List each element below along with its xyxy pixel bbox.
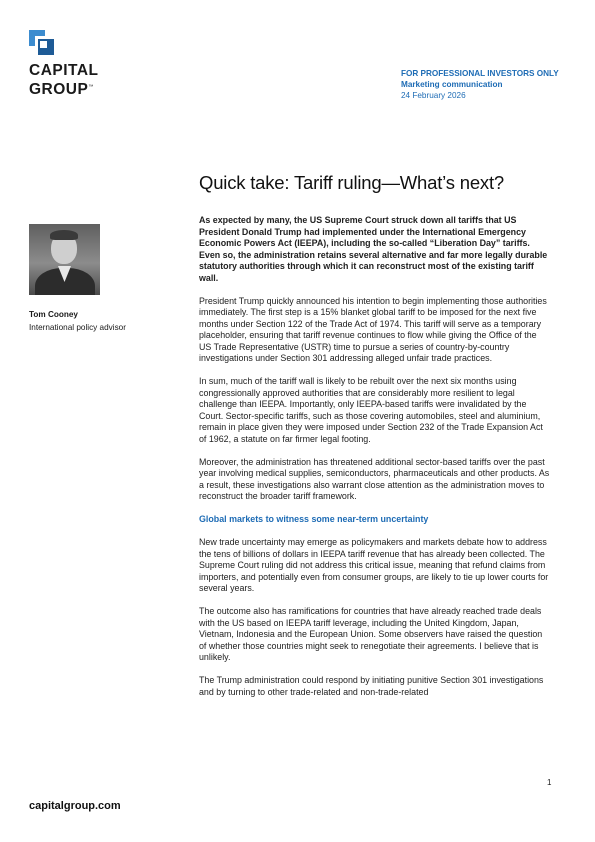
capital-group-logo <box>29 30 99 98</box>
brand-line2-row <box>29 79 99 98</box>
page-title: Quick take: Tariff ruling—What’s next? <box>199 172 504 193</box>
lead-paragraph: As expected by many, the US Supreme Court struck down all tariffs that US President Donald Trump had implemented under the International Emergency Economic Powers Act (IEEPA), including the so-called “Liberation Day” tariffs. Even so, the administration retains several alternative and far more legally durable statutory authorities through which it can reconstruct most of the existing tariff wall. <box>199 215 548 283</box>
paragraph-1: President Trump quickly announced his intention to begin implementing those authorities immediately. The first step is a 15% blanket global tariff to be imposed for the next five months under Section 122 of the Trade Act of 1974. This tariff will serve as a temporary placeholder, ensuring that tariff revenue continues to flow while giving the Office of the US Trade Representative (USTR) time to pursue a series of country-by-country investigations under Section 301 addressing alleged unfair trade practices. <box>199 295 547 363</box>
audience-tag: FOR PROFESSIONAL INVESTORS ONLY <box>401 69 559 78</box>
author-name: Tom Cooney <box>29 310 78 319</box>
document-meta <box>401 68 559 101</box>
document-category: Marketing communication <box>401 80 503 89</box>
author-photo <box>29 224 100 295</box>
trademark: ™ <box>88 84 94 90</box>
brand-line1: CAPITAL <box>29 62 99 79</box>
author-block <box>29 309 139 334</box>
article-body <box>199 215 551 710</box>
author-role: International policy advisor <box>29 322 126 332</box>
paragraph-6: The Trump administration could respond by initiating punitive Section 301 investigations and by turning to other trade-related and non-trade-related <box>199 675 544 697</box>
paragraph-2: In sum, much of the tariff wall is likely to be rebuilt over the next six months using congressionally approved authorities that are considerably more resilient to legal challenge than IEEPA. Importantly, only IEEPA-based tariffs were invalidated by the Court. Sector-specific tariffs, such as those covering automobiles, steel and aluminium, remain in place given they were imposed under Section 232 of the Trade Expansion Act of 1962, a statute on far firmer legal footing. <box>199 376 543 444</box>
section-heading: Global markets to witness some near-term uncertainty <box>199 514 429 524</box>
document-date: 24 February 2026 <box>401 91 466 100</box>
page-number: 1 <box>547 778 552 787</box>
footer-website[interactable]: capitalgroup.com <box>29 800 121 812</box>
brand-line2: GROUP <box>29 81 89 99</box>
paragraph-3: Moreover, the administration has threatened additional sector-based tariffs over the past year involving medical supplies, semiconductors, pharmaceuticals and other products. As a result, these investigations also warrant close attention as the administration moves to reconstruct the broader tariff framework. <box>199 456 550 501</box>
capital-group-logo-icon <box>29 30 57 58</box>
paragraph-5: The outcome also has ramifications for countries that have already reached trade deals with the US based on IEEPA tariff leverage, including the United Kingdom, Japan, Vietnam, Indonesia and the European Union. Some observers have raised the question of whether those countries might seek to renegotiate their agreements. I believe that is unlikely. <box>199 606 543 662</box>
paragraph-4: New trade uncertainty may emerge as policymakers and markets debate how to address the tens of billions of dollars in IEEPA tariff revenue that has already been collected. The Supreme Court ruling did not address this critical issue, meaning that refund claims from importers, and potentially even from consumer groups, are likely to tie up lower courts for several years. <box>199 537 549 593</box>
brand-name <box>29 63 99 98</box>
